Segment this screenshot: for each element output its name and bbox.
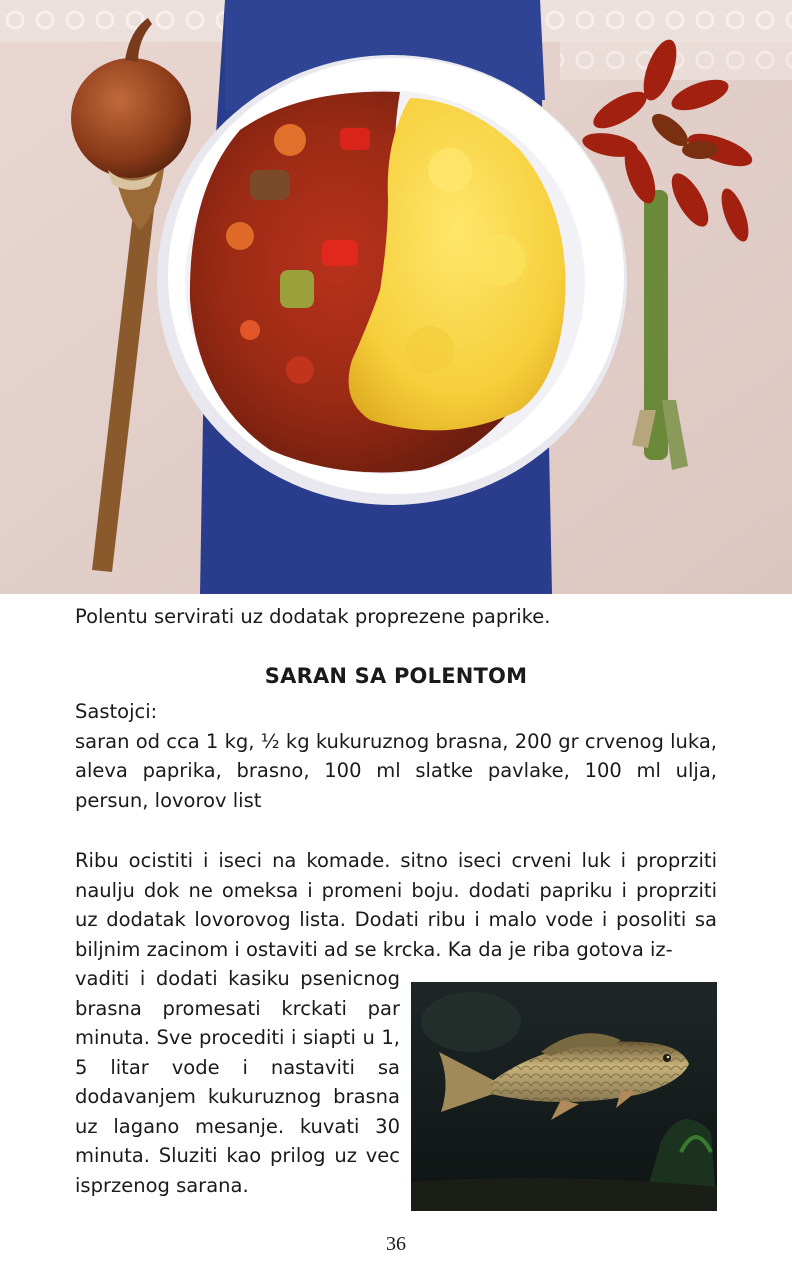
ingredients-label: Sastojci: xyxy=(75,700,158,723)
ingredients-list: saran od cca 1 kg, ½ kg kukuruznog brasna, 200 gr crvenog luka, aleva paprika, brasno, 100 ml slatke pavlake, 100 ml ulja, persun, lovorov list xyxy=(75,729,717,812)
polenta-stew-photo xyxy=(0,0,792,594)
photo-caption: Polentu servirati uz dodatak proprezene paprike. xyxy=(75,605,551,628)
page-number: 36 xyxy=(386,1233,406,1255)
ingredients-section xyxy=(75,697,717,815)
recipe-title: SARAN SA POLENTOM xyxy=(264,664,528,688)
method-paragraph: Ribu ocistiti i iseci na komade. sitno iseci crveni luk i proprziti naulju dok ne omeksa i promeni boju. dodati papriku i proprziti uz dodatak lovorovog lista. Dodati ribu i malo vode i posoliti sa biljnim zacinom i ostaviti ad se krcka. Ka da je riba gotova iz- xyxy=(75,849,717,961)
carp-photo xyxy=(411,982,717,1211)
method-paragraph-continued: vaditi i dodati kasiku psenicnog brasna promesati krckati par minuta. Sve procediti i siapti u 1, 5 litar vode i nastaviti sa dodavanjem kukuruznog brasna uz lagano mesanje. kuvati 30 minuta. Sluziti kao prilog uz vec isprzenog sarana. xyxy=(75,967,400,1197)
